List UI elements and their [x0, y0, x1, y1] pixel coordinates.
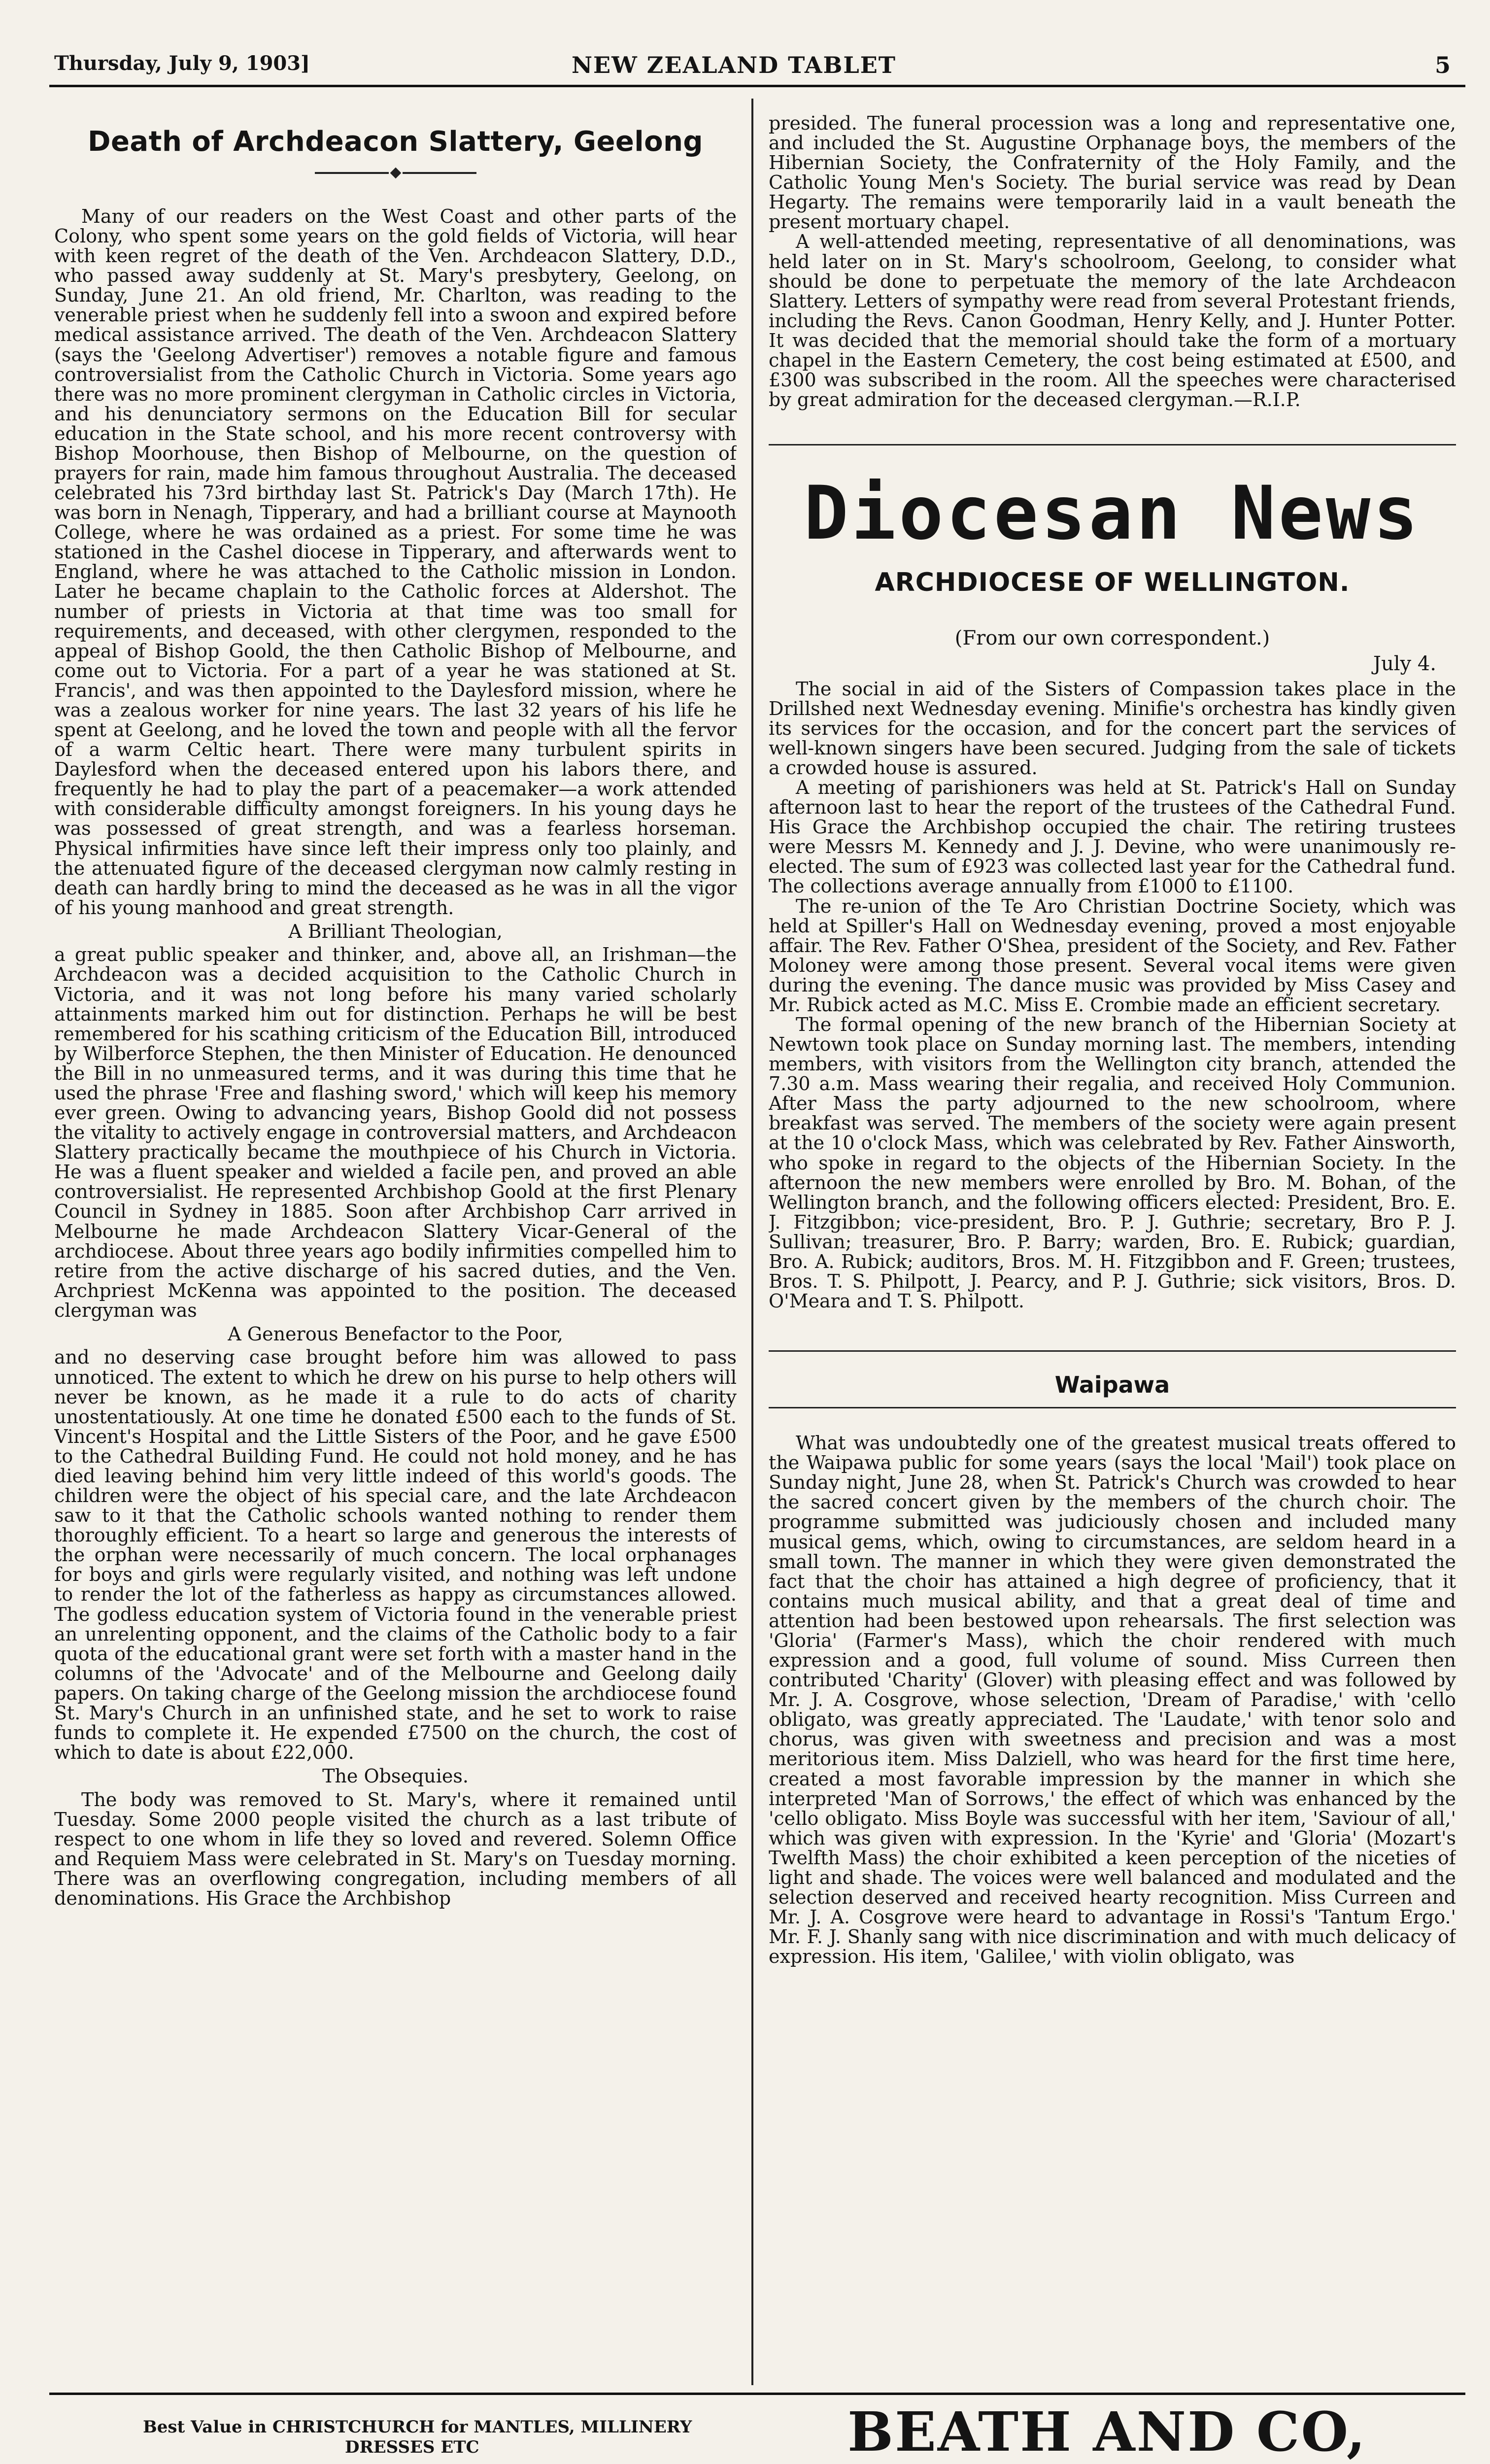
- subheading: The Obsequies.: [322, 1765, 469, 1787]
- dateline: July 4.: [1373, 652, 1436, 675]
- correspondent-line: (From our own correspondent.): [954, 626, 1270, 650]
- header-date: Thursday, July 9, 1903]: [54, 52, 310, 75]
- article-continuation: presided. The funeral procession was a long and representative one, and included the St. Augustine Orphanage boys, the members of the Hibernian Society, the Confraternity of the Holy Family, and the Catholic Young Men's Society. The burial service was read by Dean Hegarty. The remains were temporarily laid in a vault beneath the present mortuary chapel.: [769, 113, 1456, 233]
- title-ornament: [54, 168, 737, 177]
- left-column: [54, 113, 737, 2385]
- section-divider: [769, 444, 1456, 445]
- article-paragraph: a great public speaker and thinker, and, above all, an Irishman—the Archdeacon was a decided acquisition to the Catholic Church in Victoria, and it was not long before his many varied scholarly attainments marked him out for distinction. Perhaps he will be best remembered for his scathing criticism of the Education Bill, introduced by Wilberforce Stephen, the then Minister of Education. He denounced the Bill in no unmeasured terms, and it was during this time that he used the phrase 'Free and flashing sword,' which will keep his memory ever green. Owing to advancing years, Bishop Goold did not possess the vitality to actively engage in controversial matters, and Archdeacon Slattery practically became the mouthpiece of his Church in Victoria. He was a fluent speaker and wielded a facile pen, and proved an able controversialist. He represented Archbishop Goold at the first Plenary Council in Sydney in 1885. Soon after Archbishop Carr arrived in Melbourne he made Archdeacon Slattery Vicar-General of the archdiocese. About three years ago bodily infirmities compelled him to retire from the active discharge of his sacred duties, and the Ven. Archpriest McKenna was appointed to the position. The deceased clergyman was: [54, 944, 737, 1321]
- header-rule: [49, 85, 1465, 87]
- right-column: [769, 113, 1456, 2385]
- column-divider: [751, 99, 753, 2385]
- section-title: Diocesan News: [804, 471, 1421, 557]
- ad-line: DRESSES ETC: [345, 2437, 479, 2457]
- article-title: Death of Archdeacon Slattery, Geelong: [87, 126, 704, 158]
- news-paragraph: A meeting of parishioners was held at St. Patrick's Hall on Sunday afternoon last to hear the report of the trustees of the Cathedral Fund. His Grace the Archbishop occupied the chair. The retiring trustees were Messrs M. Kennedy and J. J. Devine, who were unanimously re-elected. The sum of £923 was collected last year for the Cathedral fund. The collections average annually from £1000 to £1100.: [769, 777, 1456, 897]
- article-continuation: A well-attended meeting, representative of all denominations, was held later on in St. Mary's schoolroom, Geelong, to consider what should be done to perpetuate the memory of the late Archdeacon Slattery. Letters of sympathy were read from several Protestant friends, including the Revs. Canon Goodman, Henry Kelly, and J. Hunter Potter. It was decided that the memorial should take the form of a mortuary chapel in the Eastern Cemetery, the cost being estimated at £500, and £300 was subscribed in the room. All the speeches were characterised by great admiration for the deceased clergyman.—R.I.P.: [769, 231, 1456, 411]
- news-paragraph: What was undoubtedly one of the greatest musical treats offered to the Waipawa public for some years (says the local 'Mail') took place on Sunday night, June 28, when St. Patrick's Church was crowded to hear the sacred concert given by the members of the church choir. The programme submitted was judiciously chosen and included many musical gems, which, owing to circumstances, are seldom heard in a small town. The manner in which they were given demonstrated the fact that the choir has attained a high degree of proficiency, that it contains much musical ability, and that a great deal of time and attention had been bestowed upon rehearsals. The first selection was 'Gloria' (Farmer's Mass), which the choir rendered with much expression and a good, full volume of sound. Miss Curreen then contributed 'Charity' (Glover) with pleasing effect and was followed by Mr. J. A. Cosgrove, whose selection, 'Dream of Paradise,' with 'cello obligato, was greatly appreciated. The 'Laudate,' with tenor solo and chorus, was given with sweetness and precision and was a most meritorious item. Miss Dalziell, who was heard for the first time here, created a most favorable impression by the manner in which she interpreted 'Man of Sorrows,' the effect of which was enhanced by the 'cello obligato. Miss Boyle was successful with her item, 'Saviour of all,' which was given with expression. In the 'Kyrie' and 'Gloria' (Mozart's Twelfth Mass) the choir exhibited a keen perception of the niceties of light and shade. The voices were well balanced and modulated and the selection deserved and received hearty recognition. Miss Curreen and Mr. J. A. Cosgrove were heard to advantage in Rossi's 'Tantum Ergo.' Mr. F. J. Shanly sang with nice discrimination and with much delicacy of expression. His item, 'Galilee,' with violin obligato, was: [769, 1432, 1456, 1968]
- article-paragraph: and no deserving case brought before him was allowed to pass unnoticed. The extent to which he drew on his purse to help others will never be known, as he made it a rule to do acts of charity unostentatiously. At one time he donated £500 each to the funds of St. Vincent's Hospital and the Little Sisters of the Poor, and he gave £500 to the Cathedral Building Fund. He could not hold money, and he has died leaving behind him very little indeed of this world's goods. The children were the object of his special care, and the late Archdeacon saw to it that the Catholic schools wanted nothing to render them thoroughly efficient. To a heart so large and generous the interests of the orphan were necessarily of much concern. The local orphanages for boys and girls were regularly visited, and nothing was left undone to render the lot of the fatherless as happy as circumstances allowed. The godless education system of Victoria found in the venerable priest an unrelenting opponent, and the claims of the Catholic body to a fair quota of the educational grant were set forth with a master hand in the columns of the 'Advocate' and of the Melbourne and Geelong daily papers. On taking charge of the Geelong mission the archdiocese found St. Mary's Church in an unfinished state, and he set to work to raise funds to complete it. He expended £7500 on the church, the cost of which to date is about £22,000.: [54, 1346, 737, 1764]
- subheading: A Brilliant Theologian,: [288, 920, 503, 942]
- page-number: 5: [1434, 52, 1451, 78]
- article-paragraph: Many of our readers on the West Coast and other parts of the Colony, who spent some years on the gold fields of Victoria, will hear with keen regret of the death of the Ven. Archdeacon Slattery, D.D., who passed away suddenly at St. Mary's presbytery, Geelong, on Sunday, June 21. An old friend, Mr. Charlton, was reading to the venerable priest when he suddenly fell into a swoon and expired before medical assistance arrived. The death of the Ven. Archdeacon Slattery (says the 'Geelong Advertiser') removes a notable figure and famous controversialist from the Catholic Church in Victoria. Some years ago there was no more prominent clergyman in Catholic circles in Victoria, and his denunciatory sermons on the Education Bill for secular education in the State school, and his more recent controversy with Bishop Moorhouse, then Bishop of Melbourne, on the question of prayers for rain, made him famous throughout Australia. The deceased celebrated his 73rd birthday last St. Patrick's Day (March 17th). He was born in Nenagh, Tipperary, and had a brilliant course at Maynooth College, where he was ordained as a priest. For some time he was stationed in the Cashel diocese in Tipperary, and afterwards went to England, where he was attached to the Catholic mission in London. Later he became chaplain to the Catholic forces at Aldershot. The number of priests in Victoria at that time was too small for requirements, and deceased, with other clergymen, responded to the appeal of Bishop Goold, the then Catholic Bishop of Melbourne, and come out to Victoria. For a part of a year he was stationed at St. Francis', and was then appointed to the Daylesford mission, where he was a zealous worker for nine years. The last 32 years of his life he spent at Geelong, and he loved the town and people with all the fervor of a warm Celtic heart. There were many turbulent spirits in Daylesford when the deceased entered upon his labors there, and frequently he had to play the part of a peacemaker—a work attended with considerable difficulty amongst foreigners. In his young days he was possessed of great strength, and was a fearless horseman. Physical infirmities have since left their impress only too plainly, and the attenuated figure of the deceased clergyman now calmly resting in death can hardly bring to mind the deceased as he was in all the vigor of his young manhood and great strength.: [54, 205, 737, 919]
- news-paragraph: The re-union of the Te Aro Christian Doctrine Society, which was held at Spiller's Hall on Wednesday evening, proved a most enjoyable affair. The Rev. Father O'Shea, president of the Society, and Rev. Father Moloney were among those present. Several vocal items were given during the evening. The dance music was provided by Miss Casey and Mr. Rubick acted as M.C. Miss E. Crombie made an efficient secretary.: [769, 895, 1456, 1016]
- footer-brand: BEATH AND CO,: [847, 2400, 1367, 2464]
- article-paragraph: The body was removed to St. Mary's, where it remained until Tuesday. Some 2000 people visited the church as a last tribute of respect to one whom in life they so loved and revered. Solemn Office and Requiem Mass were celebrated in St. Mary's on Tuesday morning. There was an overflowing congregation, including members of all denominations. His Grace the Archbishop: [54, 1788, 737, 1910]
- section-divider: [769, 1407, 1456, 1408]
- ad-line: Best Value in CHRISTCHURCH for MANTLES, MILLINERY: [143, 2417, 692, 2437]
- footer-advertisement: [143, 2417, 692, 2458]
- news-paragraph: The formal opening of the new branch of the Hibernian Society at Newtown took place on Sunday morning last. The members, intending members, with visitors from the Wellington city branch, attended the 7.30 a.m. Mass wearing their regalia, and received Holy Communion. After Mass the party adjourned to the new schoolroom, where breakfast was served. The members of the society were again present at the 10 o'clock Mass, which was celebrated by Rev. Father Ainsworth, who spoke in regard to the objects of the Hibernian Society. In the afternoon the new members were enrolled by Bro. M. Bohan, of the Wellington branch, and the following officers elected: President, Bro. E. J. Fitzgibbon; vice-president, Bro. P. J. Guthrie; secretary, Bro P. J. Sullivan; treasurer, Bro. P. Barry; warden, Bro. E. Rubick; guardian, Bro. A. Rubick; auditors, Bros. M. H. Fitzgibbon and F. Green; trustees, Bros. T. S. Philpott, J. Pearcy, and P. J. Guthrie; sick visitors, Bros. D. O'Meara and T. S. Philpott.: [769, 1014, 1456, 1312]
- subheading: A Generous Benefactor to the Poor,: [228, 1323, 563, 1345]
- footer-rule: [49, 2393, 1465, 2395]
- section-divider: [769, 1350, 1456, 1352]
- page-header: [54, 52, 1460, 81]
- section-subtitle: ARCHDIOCESE OF WELLINGTON.: [875, 567, 1350, 597]
- waipawa-title: Waipawa: [1054, 1371, 1170, 1399]
- news-paragraph: The social in aid of the Sisters of Compassion takes place in the Drillshed next Wednesday evening. Minifie's orchestra has kindly given its services for the occasion, and for the concert part the services of well-known singers have been secured. Judging from the sale of tickets a crowded house is assured.: [769, 678, 1456, 779]
- publication-title: NEW ZEALAND TABLET: [572, 52, 897, 78]
- waipawa-heading: [769, 1350, 1456, 1408]
